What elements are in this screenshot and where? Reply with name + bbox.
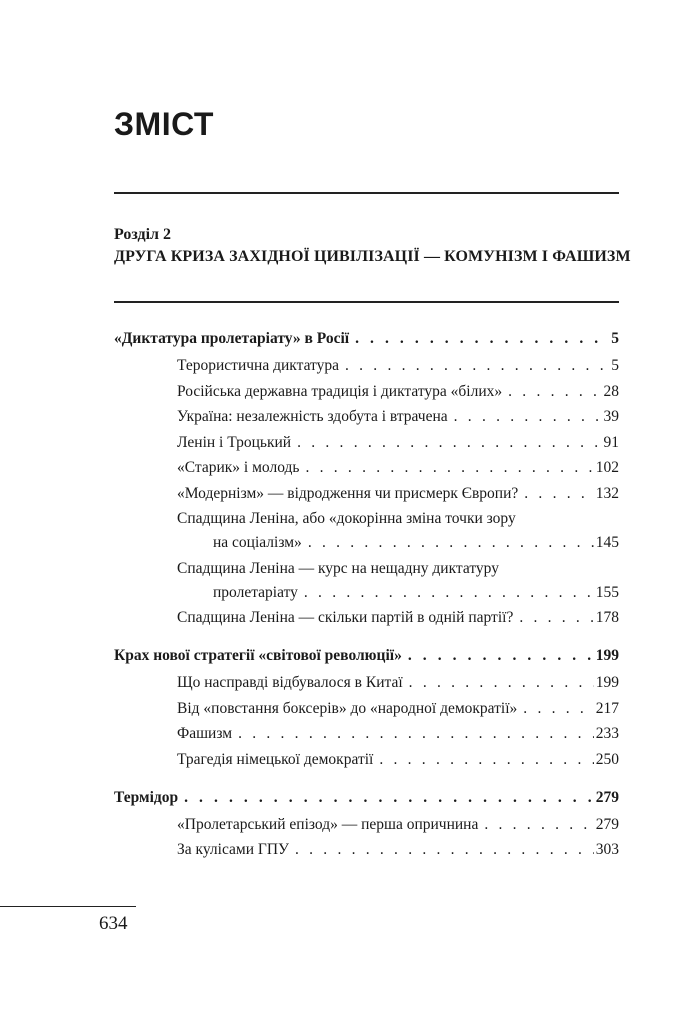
toc-section-title: Трагедія німецької демократії bbox=[177, 750, 374, 768]
toc-page-number: 102 bbox=[595, 459, 619, 476]
toc-page-number: 39 bbox=[603, 408, 619, 425]
dot-leader bbox=[295, 838, 594, 862]
dot-leader bbox=[304, 581, 594, 605]
toc-section-title: Фашизм bbox=[177, 725, 233, 742]
toc-page-number: 5 bbox=[611, 357, 619, 374]
toc-page-number: 199 bbox=[595, 674, 619, 691]
top-divider bbox=[114, 192, 619, 194]
toc-section-entry[interactable] bbox=[114, 354, 619, 378]
dot-leader bbox=[524, 482, 593, 506]
toc-section-title: Спадщина Леніна — скільки партій в одній партії? bbox=[177, 609, 514, 626]
dot-leader bbox=[355, 327, 609, 351]
toc-section-title: Російська державна традиція і диктатура «білих» bbox=[177, 382, 503, 400]
toc-chapter-entry[interactable] bbox=[114, 786, 619, 810]
page-title: ЗМІСТ bbox=[114, 106, 214, 142]
toc-section-entry[interactable] bbox=[114, 697, 619, 721]
dot-leader bbox=[308, 531, 594, 555]
dot-leader bbox=[519, 606, 593, 630]
dot-leader bbox=[379, 748, 593, 772]
toc-section-title: Терористична диктатура bbox=[177, 357, 339, 374]
dot-leader bbox=[409, 671, 594, 695]
section-label: Розділ 2 bbox=[114, 226, 172, 243]
toc-page-number: 145 bbox=[595, 534, 619, 551]
dot-leader bbox=[238, 722, 594, 746]
toc-chapter-title: Крах нової стратегії «світової революції» bbox=[114, 647, 402, 664]
toc-section-entry[interactable] bbox=[114, 431, 619, 455]
toc-section-title: Україна: незалежність здобута і втрачена bbox=[177, 408, 448, 425]
toc-page-number: 303 bbox=[595, 841, 619, 858]
toc-section-entry[interactable] bbox=[114, 838, 619, 862]
dot-leader bbox=[523, 697, 593, 721]
dot-leader bbox=[484, 813, 593, 837]
toc-section-title: пролетаріату bbox=[213, 583, 298, 601]
toc-page-number: 217 bbox=[595, 699, 619, 717]
toc-chapter-title: Термідор bbox=[114, 788, 179, 806]
toc-group bbox=[114, 786, 619, 863]
toc-section-title: Від «повстання боксерів» до «народної демократії» bbox=[177, 699, 518, 717]
toc-chapter-title: «Диктатура пролетаріату» в Росії bbox=[114, 330, 350, 347]
toc-section-title: Ленін і Троцький bbox=[177, 433, 292, 451]
toc-page-number: 155 bbox=[595, 583, 619, 601]
toc-section-title: Спадщина Леніна — курс на нещадну диктатуру bbox=[177, 559, 499, 577]
toc-section-entry[interactable] bbox=[114, 456, 619, 480]
toc-section-title: «Старик» і молодь bbox=[177, 459, 300, 476]
toc-section-entry[interactable] bbox=[114, 531, 619, 555]
toc-section-entry[interactable] bbox=[114, 507, 619, 531]
toc-section-entry[interactable] bbox=[114, 482, 619, 506]
section-divider bbox=[114, 301, 619, 303]
toc-section-entry[interactable] bbox=[114, 405, 619, 429]
toc-section-entry[interactable] bbox=[114, 671, 619, 695]
toc-page-number: 199 bbox=[595, 647, 619, 664]
dot-leader bbox=[297, 431, 601, 455]
toc-chapter-entry[interactable] bbox=[114, 327, 619, 351]
toc-page-number: 279 bbox=[595, 815, 619, 833]
toc-page-number: 233 bbox=[595, 725, 619, 742]
dot-leader bbox=[408, 644, 594, 668]
toc-section-entry[interactable] bbox=[114, 557, 619, 581]
dot-leader bbox=[508, 380, 601, 404]
dot-leader bbox=[454, 405, 602, 429]
toc-page-number: 91 bbox=[603, 433, 619, 451]
toc-section-title: на соціалізм» bbox=[213, 534, 302, 551]
dot-leader bbox=[305, 456, 593, 480]
toc-section-entry[interactable] bbox=[114, 380, 619, 404]
footer-rule bbox=[0, 906, 136, 907]
toc-group bbox=[114, 327, 619, 630]
dot-leader bbox=[184, 786, 594, 810]
toc-section-title: Що насправді відбувалося в Китаї bbox=[177, 674, 403, 691]
toc-page-number: 250 bbox=[595, 750, 619, 768]
toc-page-number: 132 bbox=[595, 484, 619, 502]
toc-section-entry[interactable] bbox=[114, 606, 619, 630]
toc-group bbox=[114, 644, 619, 772]
toc-section-title: Спадщина Леніна, або «докорінна зміна точки зору bbox=[177, 510, 516, 527]
table-of-contents bbox=[114, 327, 619, 876]
dot-leader bbox=[345, 354, 609, 378]
toc-section-entry[interactable] bbox=[114, 722, 619, 746]
toc-page-number: 28 bbox=[603, 382, 619, 400]
toc-page-number: 178 bbox=[595, 609, 619, 626]
toc-section-entry[interactable] bbox=[114, 813, 619, 837]
toc-section-title: «Модернізм» — відродження чи присмерк Європи? bbox=[177, 484, 519, 502]
toc-section-title: «Пролетарський епізод» — перша опричнина bbox=[177, 815, 479, 833]
toc-section-entry[interactable] bbox=[114, 748, 619, 772]
toc-page-number: 5 bbox=[611, 330, 619, 347]
toc-section-entry[interactable] bbox=[114, 581, 619, 605]
toc-page-number: 279 bbox=[595, 788, 619, 806]
section-title: ДРУГА КРИЗА ЗАХІДНОЇ ЦИВІЛІЗАЦІЇ — КОМУНІЗМ І ФАШИЗМ bbox=[114, 248, 631, 265]
toc-section-title: За кулісами ГПУ bbox=[177, 841, 289, 858]
toc-chapter-entry[interactable] bbox=[114, 644, 619, 668]
page-number: 634 bbox=[99, 913, 128, 934]
